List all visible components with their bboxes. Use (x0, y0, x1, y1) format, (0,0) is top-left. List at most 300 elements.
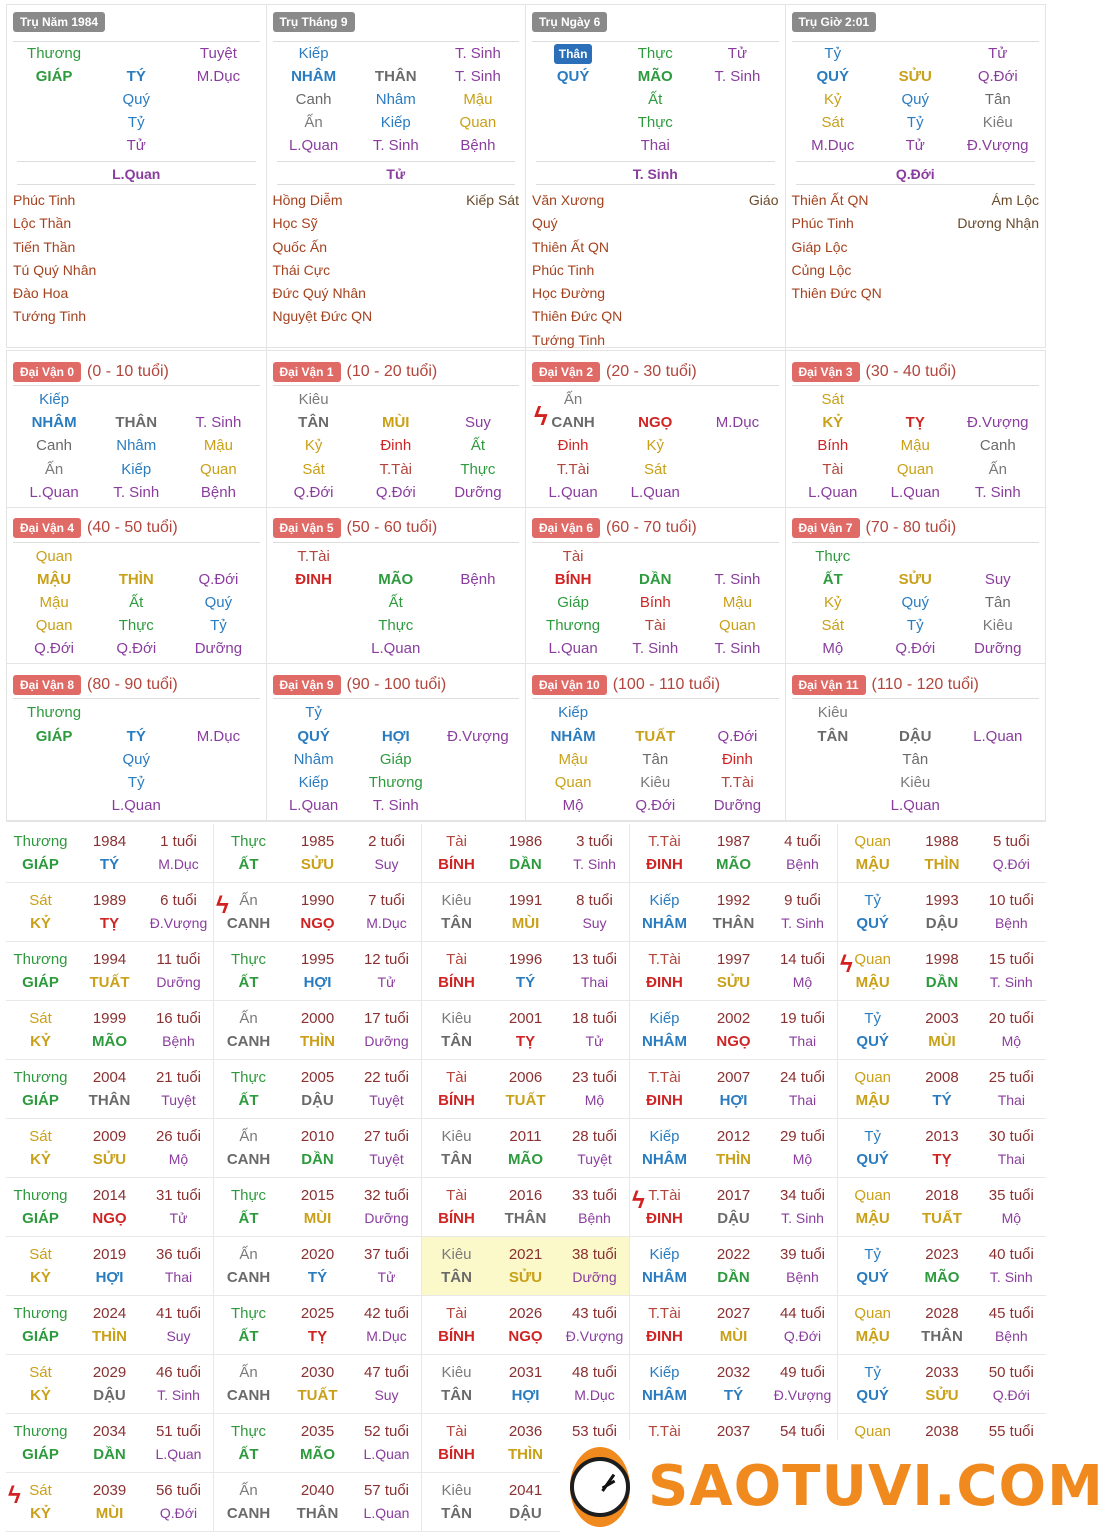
year-stem: GIÁP (22, 1446, 59, 1463)
dai-van-grid (13, 388, 260, 504)
year-number: 2023 (925, 1246, 959, 1263)
year-stem: BÍNH (438, 1092, 475, 1109)
year-branch: TỴ (99, 915, 120, 932)
star-name: Phúc Tinh (13, 192, 76, 208)
dai-van-cell: Canh (36, 437, 72, 455)
star-name: Tướng Tinh (13, 308, 87, 325)
year-lifestage: M.Dục (366, 915, 407, 931)
year-stem: ĐINH (646, 1092, 683, 1109)
year-cell[interactable] (630, 942, 838, 1001)
year-cell[interactable] (214, 1355, 422, 1414)
year-cell[interactable] (6, 942, 214, 1001)
dai-van-cell (177, 545, 259, 568)
dai-van-cell: Thực (378, 617, 414, 635)
star-name: Giáp Lộc (791, 238, 848, 255)
star-name: Phúc Tinh (532, 261, 595, 278)
year-stem: CANH (226, 1387, 271, 1404)
dai-van-range: (100 - 110 tuổi) (612, 675, 721, 693)
star-list (532, 185, 779, 352)
pillar-cell: M.Dục (811, 137, 855, 154)
dai-van-cell (696, 434, 778, 457)
year-tengod: Ấn (239, 892, 258, 909)
nayin-label: Tử (277, 161, 516, 185)
year-cell[interactable] (214, 1296, 422, 1355)
year-number: 2037 (716, 1423, 751, 1440)
dai-van-grid (792, 701, 1040, 817)
year-age: 33 tuổi (571, 1187, 618, 1204)
year-tengod: Sát (29, 1246, 52, 1263)
year-cell[interactable] (214, 1237, 422, 1296)
pillar-cell: Quan (459, 114, 497, 131)
pillar-cell: Kiếp (298, 45, 329, 62)
year-age: 16 tuổi (155, 1010, 202, 1027)
star-row (13, 259, 260, 282)
dai-van-cell: Suy (984, 570, 1011, 588)
year-number: 2016 (508, 1187, 543, 1204)
dai-van-panel (6, 350, 1046, 822)
dai-van-cell: Quý (204, 594, 233, 612)
clock-icon (570, 1447, 630, 1527)
dai-van-header (273, 358, 520, 386)
pillar-cell: Tỷ (824, 45, 842, 62)
year-age: 43 tuổi (571, 1305, 618, 1322)
year-cell[interactable] (214, 1060, 422, 1119)
year-tengod: Tỷ (864, 1010, 881, 1027)
year-cell[interactable] (630, 1119, 838, 1178)
pillar-tag: Trụ Năm 1984 (13, 12, 105, 32)
year-branch: THÂN (296, 1505, 339, 1522)
year-number: 2004 (92, 1069, 127, 1086)
year-cell[interactable] (214, 1414, 422, 1473)
dai-van-cell (177, 794, 259, 817)
year-branch: TÝ (723, 1387, 744, 1404)
dai-van-cell: T. Sinh (714, 570, 761, 588)
dai-van-cell: L.Quan (973, 727, 1023, 745)
star-row (532, 189, 779, 212)
year-cell[interactable] (838, 1001, 1046, 1060)
star-row (792, 212, 1040, 235)
year-cell[interactable] (630, 1296, 838, 1355)
pillar-grid (532, 42, 779, 157)
year-cell[interactable] (6, 1178, 214, 1237)
year-branch: THÌN (508, 1446, 543, 1463)
dai-van-header (273, 671, 520, 699)
year-branch: DẦN (717, 1269, 750, 1286)
year-age: 38 tuổi (571, 1246, 618, 1263)
year-stem: NHÂM (642, 1269, 687, 1286)
year-number: 2022 (716, 1246, 751, 1263)
nayin-label: T. Sinh (536, 161, 775, 185)
year-age: 47 tuổi (363, 1364, 410, 1381)
dai-van-cell: Sát (821, 391, 844, 408)
dai-van-cell: Quan (719, 617, 756, 635)
year-number: 1992 (716, 892, 751, 909)
year-cell[interactable] (422, 1178, 630, 1237)
star-row (273, 305, 520, 328)
year-branch: HỢI (511, 1387, 540, 1404)
dai-van-tag: Đại Vận 1 (273, 362, 341, 382)
year-cell[interactable] (6, 883, 214, 942)
dai-van-cell (957, 388, 1040, 411)
year-tengod: Thương (13, 951, 68, 968)
year-number: 1984 (92, 833, 127, 850)
year-cell[interactable] (422, 1001, 630, 1060)
year-stem: MẬU (855, 1210, 890, 1227)
year-lifestage: Thai (788, 1092, 817, 1108)
year-cell[interactable] (630, 1060, 838, 1119)
year-stem: KỶ (30, 1151, 51, 1168)
year-tengod: Ấn (239, 1128, 258, 1145)
year-age: 37 tuổi (363, 1246, 410, 1263)
year-cell[interactable] (6, 1473, 214, 1532)
dai-van-card[interactable] (7, 351, 267, 508)
pillar-cell (177, 134, 259, 157)
year-branch: TUẤT (89, 974, 130, 991)
year-cell[interactable] (422, 1060, 630, 1119)
dai-van-tag: Đại Vận 8 (13, 675, 81, 695)
dai-van-cell: Kiếp (39, 391, 70, 408)
year-lifestage: L.Quan (363, 1446, 410, 1462)
year-age: 42 tuổi (363, 1305, 410, 1322)
year-tengod: Tỷ (864, 1128, 881, 1145)
pillar-cell: Ấn (304, 114, 323, 131)
dai-van-cell (437, 794, 519, 817)
year-branch: TÝ (932, 1092, 952, 1109)
year-tengod: T.Tài (648, 1187, 681, 1204)
pillar-cell: Ất (648, 91, 663, 108)
year-stem: TÂN (441, 1505, 472, 1522)
star-name-right: Giáo (748, 192, 779, 208)
dai-van-cell: Kiêu (298, 391, 329, 408)
dai-van-header (792, 671, 1040, 699)
year-stem: KỶ (30, 1033, 51, 1050)
pillar-0 (7, 5, 267, 352)
dai-van-card[interactable] (267, 508, 527, 665)
dai-van-cell: SỬU (898, 570, 932, 588)
year-cell[interactable] (6, 824, 214, 883)
site-logo[interactable] (560, 1440, 1104, 1533)
dai-van-cell: THÌN (118, 570, 154, 588)
year-cell[interactable] (214, 883, 422, 942)
year-number: 2017 (716, 1187, 751, 1204)
dai-van-range: (20 - 30 tuổi) (606, 362, 697, 380)
dai-van-cell: Kiêu (900, 773, 931, 791)
year-lifestage: Tử (169, 1210, 188, 1226)
year-cell[interactable] (6, 1355, 214, 1414)
dai-van-cell (177, 771, 259, 794)
year-cell[interactable] (6, 1060, 214, 1119)
dai-van-header (792, 515, 1040, 543)
year-cell[interactable] (838, 1355, 1046, 1414)
year-cell[interactable] (838, 824, 1046, 883)
dai-van-cell (13, 748, 95, 771)
dai-van-cell (696, 481, 778, 504)
year-number: 1996 (508, 951, 543, 968)
year-cell[interactable] (214, 1473, 422, 1532)
dai-van-header (532, 358, 779, 386)
star-name: Quốc Ấn (272, 238, 327, 255)
year-tengod: Sát (29, 1010, 52, 1027)
year-tengod: Tỷ (864, 892, 881, 909)
dai-van-cell: Quan (200, 460, 237, 478)
pillar-cell: T. Sinh (372, 137, 419, 154)
star-name: Củng Lộc (791, 261, 852, 278)
year-cell[interactable] (630, 1355, 838, 1414)
dai-van-cell: CANH (551, 414, 595, 432)
year-number: 2028 (925, 1305, 959, 1322)
year-cell[interactable] (838, 1237, 1046, 1296)
year-lifestage: Mộ (1001, 1033, 1022, 1049)
year-stem: TÂN (441, 1033, 472, 1050)
dai-van-cell (13, 771, 95, 794)
dai-van-cell (355, 388, 437, 411)
year-number: 1999 (92, 1010, 127, 1027)
dai-van-range: (10 - 20 tuổi) (346, 362, 438, 380)
dai-van-cell: L.Quan (29, 483, 79, 501)
dai-van-header (273, 515, 520, 543)
year-cell[interactable] (630, 824, 838, 883)
pillar-cell: T. Sinh (454, 45, 501, 62)
year-stem: NHÂM (642, 1033, 687, 1050)
year-number: 2011 (509, 1128, 542, 1145)
year-cell[interactable] (422, 1237, 630, 1296)
dai-van-cell: T. Sinh (372, 797, 419, 815)
year-cell[interactable] (6, 1296, 214, 1355)
year-stem: QUÝ (856, 915, 889, 932)
dai-van-cell: Q.Đới (116, 640, 157, 658)
year-branch: NGỌ (716, 1033, 751, 1050)
year-cell[interactable] (214, 1178, 422, 1237)
dai-van-cell: Q.Đới (895, 640, 936, 658)
pillars-panel (6, 4, 1046, 348)
dai-van-cell: ĐINH (295, 570, 332, 588)
dai-van-cell: Kiêu (640, 773, 671, 791)
year-branch: TUẤT (505, 1092, 546, 1109)
dai-van-header (532, 515, 779, 543)
year-number: 2034 (92, 1423, 127, 1440)
year-number: 2024 (92, 1305, 127, 1322)
dai-van-cell: Đinh (721, 750, 753, 768)
year-stem: ẤT (238, 1446, 259, 1463)
year-lifestage: Bệnh (162, 1033, 195, 1049)
year-stem: ẤT (238, 974, 259, 991)
year-number: 1995 (300, 951, 335, 968)
dai-van-cell: Kiêu (982, 617, 1013, 635)
year-cell[interactable] (838, 883, 1046, 942)
year-lifestage: T. Sinh (157, 1387, 200, 1403)
year-number: 2006 (508, 1069, 543, 1086)
year-age: 30 tuổi (988, 1128, 1034, 1145)
year-cell[interactable] (630, 1237, 838, 1296)
year-cell[interactable] (6, 1414, 214, 1473)
dai-van-card[interactable] (786, 351, 1046, 508)
year-tengod: Kiêu (441, 1010, 472, 1027)
year-branch: TUẤT (297, 1387, 338, 1404)
dai-van-cell: TÂN (298, 414, 329, 432)
year-lifestage: Tử (585, 1033, 604, 1049)
year-branch: THÂN (712, 915, 755, 932)
dai-van-cell: Thực (815, 547, 851, 565)
pillar-cell: Tử (988, 45, 1008, 62)
star-name-right: Kiếp Sát (466, 192, 519, 208)
dai-van-cell (957, 771, 1040, 794)
year-cell[interactable] (214, 1119, 422, 1178)
year-stem: KỶ (30, 1269, 51, 1286)
dai-van-cell (437, 591, 519, 614)
year-lifestage: Suy (166, 1328, 191, 1344)
year-branch: MÃO (716, 856, 751, 873)
year-stem: ĐINH (646, 856, 683, 873)
year-stem: CANH (226, 1033, 271, 1050)
year-branch: THÌN (924, 856, 960, 873)
year-cell[interactable] (214, 942, 422, 1001)
dai-van-cell (177, 748, 259, 771)
year-number: 2005 (300, 1069, 335, 1086)
year-cell[interactable] (630, 1001, 838, 1060)
star-name: Hồng Diễm (272, 192, 343, 208)
dai-van-card[interactable] (7, 508, 267, 665)
year-lifestage: Thai (788, 1033, 817, 1049)
year-cell[interactable] (422, 1119, 630, 1178)
year-number: 2007 (716, 1069, 751, 1086)
year-tengod: Kiếp (649, 1010, 680, 1027)
pillar-cell: Kiếp (380, 114, 411, 131)
year-stem: ĐINH (646, 1328, 683, 1345)
dai-van-range: (110 - 120 tuổi) (871, 675, 979, 693)
dai-van-cell: Bính (817, 437, 849, 455)
dai-van-grid (273, 388, 520, 504)
dai-van-card[interactable] (267, 664, 527, 821)
year-branch: TÝ (307, 1269, 328, 1286)
pillar-grid (273, 42, 520, 157)
dai-van-cell: Tỷ (305, 704, 322, 722)
dai-van-cell: TỴ (905, 414, 925, 432)
dai-van-cell (957, 701, 1040, 724)
star-name: Đào Hoa (13, 285, 69, 302)
year-cell[interactable] (422, 824, 630, 883)
year-lifestage: Q.Đới (783, 1328, 822, 1344)
years-table (6, 824, 1046, 1532)
year-number: 1997 (716, 951, 751, 968)
pillar-cell: Nhâm (375, 91, 416, 108)
year-cell[interactable] (6, 1237, 214, 1296)
year-cell[interactable] (422, 883, 630, 942)
dai-van-cell: Tỷ (210, 617, 227, 635)
dai-van-cell (614, 388, 696, 411)
year-number: 1994 (92, 951, 127, 968)
year-stem: GIÁP (22, 1328, 59, 1345)
pillar-cell: Tân (984, 91, 1011, 108)
year-cell[interactable] (214, 824, 422, 883)
year-number: 2001 (508, 1010, 543, 1027)
year-cell[interactable] (422, 1296, 630, 1355)
year-branch: DẬU (925, 915, 959, 932)
dai-van-cell (177, 388, 259, 411)
year-lifestage: Mộ (1001, 1210, 1022, 1226)
year-branch: TỴ (515, 1033, 536, 1050)
year-tengod: Thương (13, 1305, 68, 1322)
pillar-cell: NHÂM (291, 68, 337, 85)
dai-van-card[interactable] (786, 664, 1046, 821)
year-stem: GIÁP (22, 856, 59, 873)
warning-bolt-icon: ϟ (840, 951, 853, 978)
pillar-cell (532, 134, 614, 157)
dai-van-cell: T. Sinh (632, 640, 679, 658)
dai-van-card[interactable] (267, 351, 527, 508)
year-cell[interactable] (6, 1119, 214, 1178)
pillar-cell (696, 134, 778, 157)
year-cell[interactable] (838, 942, 1046, 1001)
year-age: 13 tuổi (571, 951, 618, 968)
year-branch: THÂN (88, 1092, 131, 1109)
year-cell[interactable] (422, 1355, 630, 1414)
pillar-cell: Thương (27, 45, 82, 62)
year-age: 12 tuổi (363, 951, 410, 968)
year-cell[interactable] (838, 1296, 1046, 1355)
pillar-cell: Quý (901, 91, 929, 108)
year-age: 15 tuổi (988, 951, 1034, 968)
dai-van-cell: ẤT (822, 570, 843, 588)
dai-van-card[interactable] (526, 508, 786, 665)
pillar-header (13, 12, 260, 42)
year-tengod: Thương (13, 1187, 68, 1204)
year-age: 24 tuổi (779, 1069, 826, 1086)
year-cell[interactable] (838, 1119, 1046, 1178)
pillar-cell: Tỷ (127, 114, 145, 131)
year-cell[interactable] (6, 1001, 214, 1060)
dai-van-cell: Đinh (380, 437, 412, 455)
year-cell[interactable] (838, 1178, 1046, 1237)
dai-van-card[interactable] (526, 664, 786, 821)
year-stem: ẤT (238, 1328, 259, 1345)
dai-van-tag: Đại Vận 11 (792, 675, 866, 695)
year-cell[interactable] (630, 883, 838, 942)
year-branch: TUẤT (921, 1210, 962, 1227)
year-age: 14 tuổi (779, 951, 826, 968)
year-age: 46 tuổi (155, 1364, 202, 1381)
pillar-cell: Kỷ (823, 91, 842, 108)
pillar-cell: MÃO (637, 68, 673, 85)
year-tengod: Kiêu (441, 1482, 472, 1499)
dai-van-cell: Ấn (44, 460, 64, 478)
year-stem: NHÂM (642, 1151, 687, 1168)
pillar-cell: Kiêu (982, 114, 1013, 131)
dai-van-range: (80 - 90 tuổi) (87, 675, 178, 693)
dai-van-card[interactable] (526, 351, 786, 508)
dai-van-tag: Đại Vận 2 (532, 362, 600, 382)
nayin-label: L.Quan (17, 161, 256, 185)
dai-van-cell (355, 545, 437, 568)
year-age: 40 tuổi (988, 1246, 1034, 1263)
star-name: Lộc Thần (13, 215, 72, 232)
year-lifestage: Q.Đới (992, 1387, 1030, 1403)
year-lifestage: Bệnh (786, 1269, 819, 1285)
dai-van-cell: T. Sinh (113, 483, 160, 501)
dai-van-cell: T.Tài (721, 773, 754, 791)
year-cell[interactable] (838, 1060, 1046, 1119)
year-stem: BÍNH (438, 974, 475, 991)
year-cell[interactable] (422, 942, 630, 1001)
year-cell[interactable] (630, 1178, 838, 1237)
dai-van-cell: Tỷ (127, 773, 145, 791)
year-tengod: Ấn (239, 1010, 258, 1027)
year-cell[interactable] (214, 1001, 422, 1060)
year-branch: SỬU (92, 1151, 127, 1168)
dai-van-card[interactable] (7, 664, 267, 821)
year-branch: MÃO (924, 1269, 960, 1286)
year-lifestage: Bệnh (994, 1328, 1028, 1344)
dai-van-card[interactable] (786, 508, 1046, 665)
